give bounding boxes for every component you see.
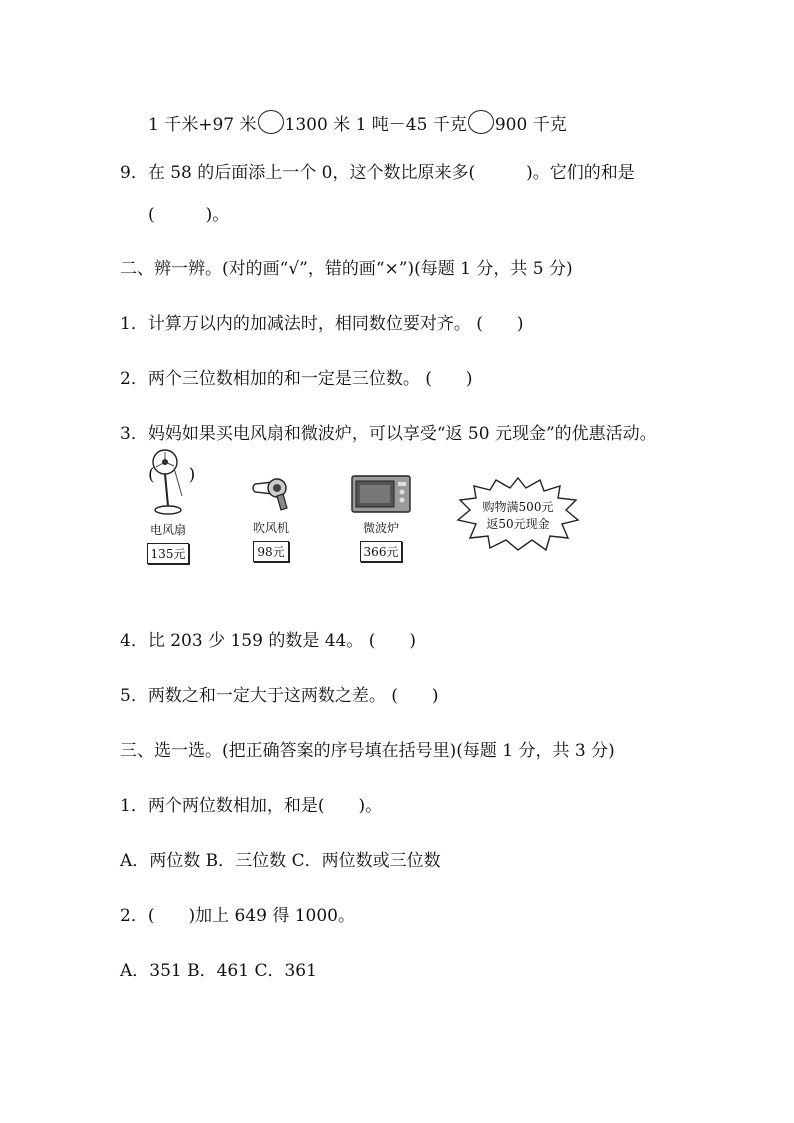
question-9-line-2: ( )。 [148,205,230,225]
section-3-question-1-options: A．两位数 B．三位数 C．两位数或三位数 [120,851,441,871]
question-9-line-1: 9．在 58 的后面添上一个 0，这个数比原来多( )。它们的和是 [120,163,635,183]
section-2-item-3-paren: ( ) [148,465,196,485]
promo-starburst [456,476,580,552]
product-fan-name: 电风扇 [149,523,186,537]
product-microwave [348,474,414,562]
section-3-question-2: 2．( )加上 649 得 1000。 [120,906,356,926]
section-3-heading: 三、选一选。(把正确答案的序号填在括号里)(每题 1 分，共 3 分) [120,741,615,761]
comparison-line [148,110,567,136]
section-2-item-2: 2．两个三位数相加的和一定是三位数。 ( ) [120,369,473,389]
promo-line-1: 购物满500元 [482,500,554,514]
compare-left-2: 1 吨－45 千克 [355,115,467,135]
section-2-heading: 二、辨一辨。(对的画“√”，错的画“×”)(每题 1 分，共 5 分) [120,259,573,279]
compare-right-1: 1300 米 [284,115,351,135]
product-microwave-name: 微波炉 [362,521,399,535]
promo-line-2: 返50元现金 [486,517,550,531]
section-3-question-1: 1．两个两位数相加，和是( )。 [120,796,383,816]
compare-left-1: 1 千米+97 米 [148,115,257,135]
microwave-icon [350,474,412,514]
section-2-item-1: 1．计算万以内的加减法时，相同数位要对齐。 ( ) [120,314,524,334]
compare-right-2: 900 千克 [494,115,567,135]
product-hair-dryer-name: 吹风机 [252,521,289,535]
section-2-item-4: 4．比 203 少 159 的数是 44。 ( ) [120,631,417,651]
product-hair-dryer-price: 98元 [253,541,288,562]
compare-circle-blank-1[interactable] [258,110,284,134]
section-2-item-3: 3．妈妈如果买电风扇和微波炉，可以享受“返 50 元现金”的优惠活动。 [120,424,657,444]
section-2-item-5: 5．两数之和一定大于这两数之差。 ( ) [120,686,439,706]
product-fan-price: 135元 [147,543,190,564]
compare-circle-blank-2[interactable] [468,110,494,134]
product-microwave-price: 366元 [360,541,403,562]
product-hair-dryer [243,474,299,562]
hair-dryer-icon [249,474,293,514]
section-3-question-2-options: A．351 B．461 C．361 [120,961,317,981]
